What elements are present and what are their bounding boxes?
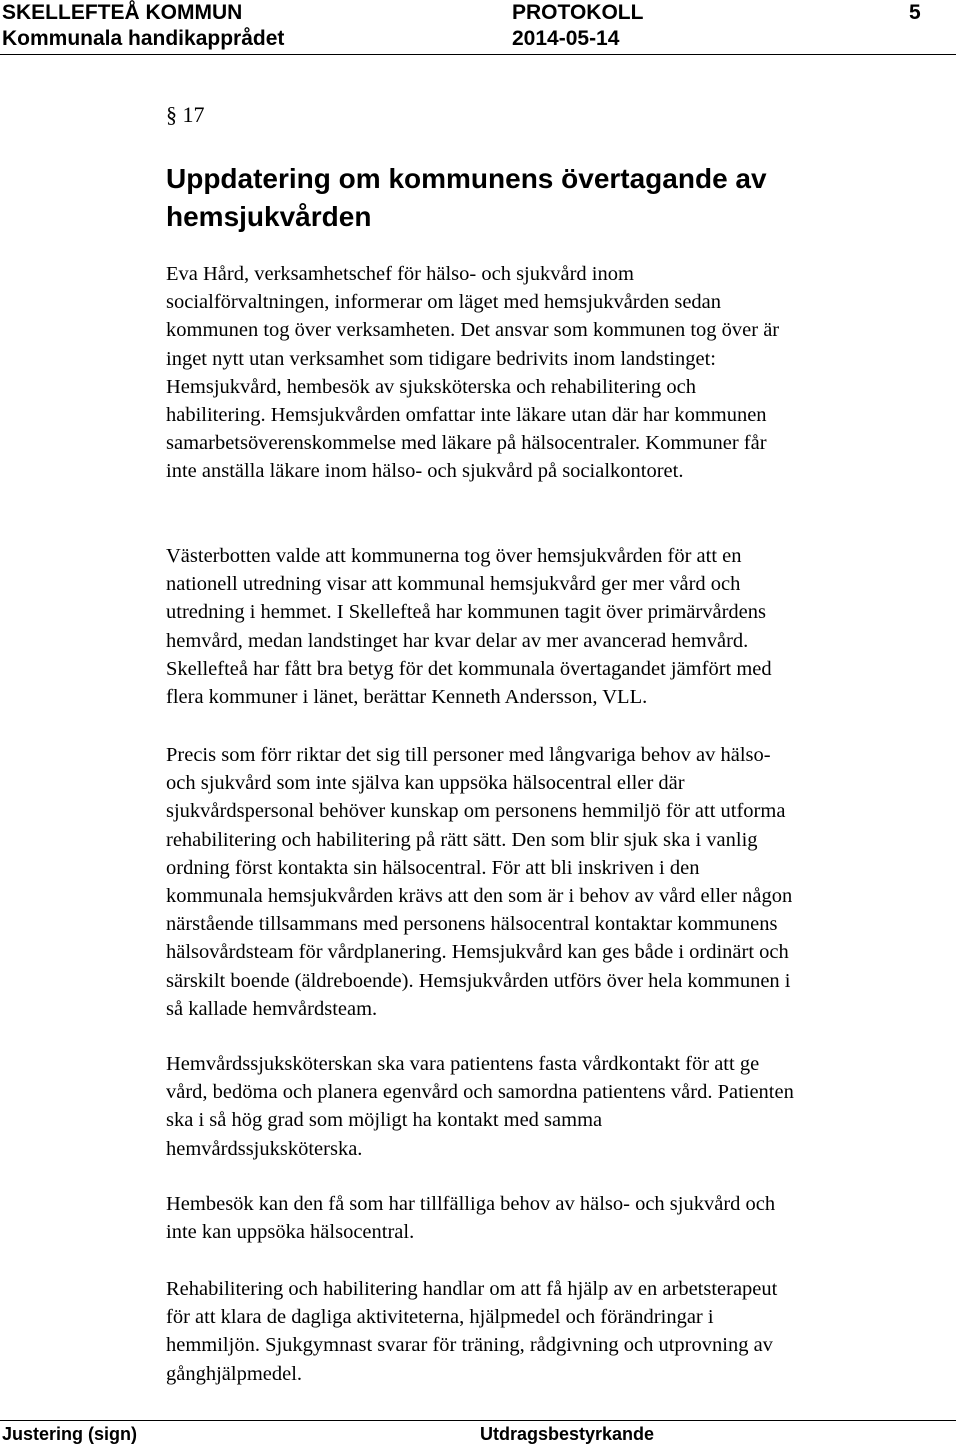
section-number: § 17: [166, 102, 205, 127]
paragraph-1: Eva Hård, verksamhetschef för hälso- och sjukvård inom socialförvaltningen, informerar om läget med hemsjukvården sedan kommunen tog över verksamheten. Det ansvar som kommunen tog över är inget nytt utan verksamhet som tidigare bedrivits inom landstinget: Hemsjukvård, hembesök av sjuksköterska och rehabilitering och habilitering. Hemsjukvården omfattar inte läkare utan där har kommunen samarbetsöverenskommelse med läkare på hälsocentraler. Kommuner får inte anställa läkare inom hälso- och sjukvård på socialkontoret.: [166, 263, 780, 483]
header-divider: [0, 54, 956, 55]
meeting-date: 2014-05-14: [512, 27, 620, 50]
paragraph-3: Precis som förr riktar det sig till personer med långvariga behov av hälso- och sjukvård som inte själva kan uppsöka hälsocentral eller där sjukvårdspersonal behöver kunskap om personens hemmiljö för att utforma rehabilitering och habilitering på rätt sätt. Den som blir sjuk ska i vanlig ordning först kontakta sin hälsocentral. För att bli inskriven i den kommunala hemsjukvården krävs att den som är i behov av vård eller någon närstående tillsammans med personens hälsocentral kontaktar kommunens hälsovårdsteam för vårdplanering. Hemsjukvård kan ges både i ordinärt och särskilt boende (äldreboende). Hemsjukvården utförs över hela kommunen i så kallade hemvårdsteam.: [166, 744, 793, 1020]
footer-certification-label: Utdragsbestyrkande: [480, 1424, 655, 1444]
paragraph-6: Rehabilitering och habilitering handlar om att få hjälp av en arbetsterapeut för att klara de dagliga aktiviteterna, hjälpmedel och förändringar i hemmiljön. Sjukgymnast svarar för träning, rådgivning och utprovning av gånghjälpmedel.: [166, 1278, 778, 1385]
paragraph-5: Hembesök kan den få som har tillfälliga behov av hälso- och sjukvård och inte kan uppsöka hälsocentral.: [166, 1193, 776, 1244]
footer-divider: [0, 1420, 956, 1421]
paragraph-2: Västerbotten valde att kommunerna tog över hemsjukvården för att en nationell utredning visar att kommunal hemsjukvård ger mer vård och utredning i hemmet. I Skellefteå har kommunen tagit över primärvårdens hemvård, medan landstinget har kvar delar av mer avancerad hemvård. Skellefteå har fått bra betyg för det kommunala övertagandet jämfört med flera kommuner i länet, berättar Kenneth Andersson, VLL.: [166, 545, 772, 709]
section-title: Uppdatering om kommunens övertagande av hemsjukvården: [166, 163, 767, 232]
committee-name: Kommunala handikapprådet: [2, 27, 285, 50]
organization-name: SKELLEFTEÅ KOMMUN: [2, 1, 243, 24]
footer-signature-label: Justering (sign): [2, 1424, 138, 1444]
document-type: PROTOKOLL: [512, 1, 644, 24]
page-number: 5: [909, 1, 921, 24]
paragraph-4: Hemvårdssjuksköterskan ska vara patientens fasta vårdkontakt för att ge vård, bedöma och planera egenvård och samordna patientens vård. Patienten ska i så hög grad som möjligt ha kontakt med samma hemvårdssjuksköterska.: [166, 1053, 794, 1160]
